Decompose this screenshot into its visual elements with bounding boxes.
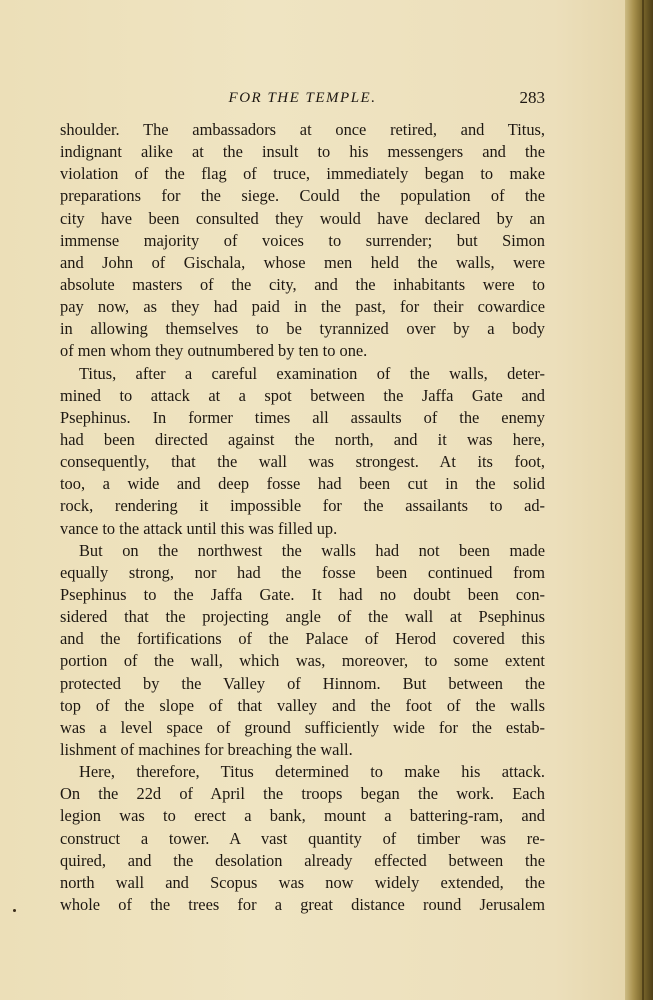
page-number: 283 [519, 88, 545, 107]
text-line: rock, rendering it impossible for the assailants to ad- [60, 496, 545, 516]
page-header [60, 88, 545, 112]
text-line: shoulder. The ambassadors at once retired, and Titus, [60, 120, 545, 139]
text-line: violation of the flag of truce, immediately began to make [60, 164, 545, 184]
text-line: immense majority of voices to surrender; but Simon [60, 230, 545, 250]
paragraph [60, 540, 545, 761]
text-line: pay now, as they had paid in the past, for their cowardice [60, 297, 545, 317]
paragraph [60, 761, 545, 916]
text-line: Psephinus to the Jaffa Gate. It had no doubt been con- [60, 584, 545, 604]
text-line: mined to attack at a spot between the Jaffa Gate and [60, 385, 545, 405]
text-line: too, a wide and deep fosse had been cut in the solid [60, 474, 545, 494]
text-line: top of the slope of that valley and the foot of the walls [60, 695, 545, 715]
gutter-shadow-line [642, 0, 644, 1000]
text-line: quired, and the desolation already effected between the [60, 850, 545, 870]
text-line: Here, therefore, Titus determined to make his attack. [79, 762, 545, 782]
text-line: Titus, after a careful examination of the walls, deter- [79, 363, 545, 383]
text-line: indignant alike at the insult to his messengers and the [60, 142, 545, 162]
ink-speck [13, 909, 16, 912]
book-gutter [625, 0, 653, 1000]
text-line: consequently, that the wall was strongest. At its foot, [60, 452, 545, 472]
text-line: whole of the trees for a great distance round Jerusalem [60, 894, 545, 914]
text-line: vance to the attack until this was filled up. [60, 518, 338, 538]
body-text [60, 119, 545, 916]
text-line: legion was to erect a bank, mount a battering-ram, and [60, 806, 545, 826]
text-line: But on the northwest the walls had not been made [79, 540, 545, 560]
text-line: in allowing themselves to be tyrannized over by a body [60, 319, 545, 339]
text-line: absolute masters of the city, and the inhabitants were to [60, 274, 545, 294]
text-line: preparations for the siege. Could the population of the [60, 186, 545, 206]
text-line: and John of Gischala, whose men held the walls, were [60, 252, 545, 272]
text-line: Psephinus. In former times all assaults of the enemy [60, 407, 545, 427]
text-line: and the fortifications of the Palace of Herod covered this [60, 629, 545, 649]
text-line: construct a tower. A vast quantity of timber was re- [60, 828, 545, 848]
text-line: of men whom they outnumbered by ten to one. [60, 341, 368, 361]
text-line: city have been consulted they would have declared by an [60, 208, 545, 228]
text-line: sidered that the projecting angle of the wall at Psephinus [60, 607, 545, 627]
running-title: FOR THE TEMPLE. [228, 90, 377, 106]
text-line: had been directed against the north, and it was here, [60, 429, 545, 449]
text-line: portion of the wall, which was, moreover, to some extent [60, 651, 545, 671]
text-line: On the 22d of April the troops began the work. Each [60, 784, 545, 804]
paragraph [60, 119, 545, 363]
paragraph [60, 363, 545, 540]
text-line: north wall and Scopus was now widely extended, the [60, 872, 545, 892]
text-line: equally strong, nor had the fosse been continued from [60, 562, 545, 582]
text-line: protected by the Valley of Hinnom. But between the [60, 673, 545, 693]
text-line: was a level space of ground sufficiently wide for the estab- [60, 717, 545, 737]
text-line: lishment of machines for breaching the wall. [60, 739, 353, 759]
